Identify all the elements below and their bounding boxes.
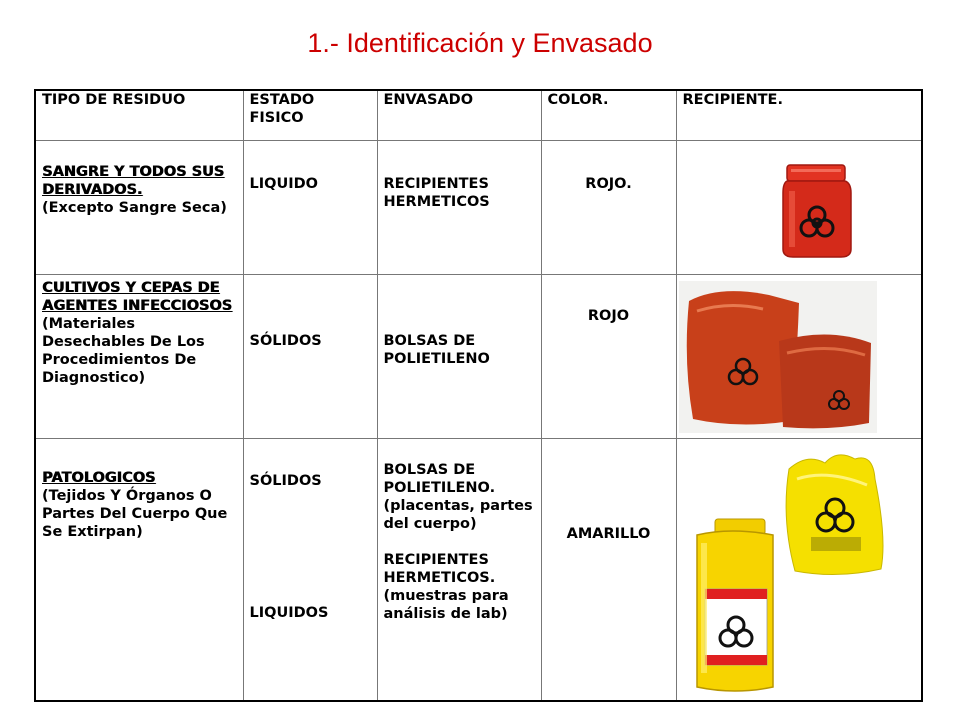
- color-cell: ROJO.: [541, 140, 676, 274]
- table-row: [35, 438, 922, 701]
- envasado-recipientes: RECIPIENTES HERMETICOS. (muestras para análisis de lab): [383, 551, 509, 622]
- red-biohazard-bags-icon: [679, 281, 877, 433]
- tipo-detail: (Tejidos Y Órganos O Partes Del Cuerpo Que Se Extirpan): [42, 487, 228, 540]
- tipo-cell: [35, 438, 243, 701]
- tipo-cell: [35, 274, 243, 438]
- recipiente-cell: [676, 274, 922, 438]
- recipiente-cell: [676, 438, 922, 701]
- tipo-main: PATOLOGICOS: [42, 469, 156, 486]
- estado-cell: SÓLIDOS: [243, 274, 377, 438]
- tipo-main: SANGRE Y TODOS SUS DERIVADOS.: [42, 163, 225, 198]
- envasado-bolsas: BOLSAS DE POLIETILENO. (placentas, partes del cuerpo): [383, 461, 533, 532]
- red-biohazard-jar-icon: [781, 161, 853, 261]
- tipo-cell: [35, 140, 243, 274]
- header-color: COLOR.: [541, 90, 676, 140]
- tipo-main: CULTIVOS Y CEPAS DE AGENTES INFECCIOSOS: [42, 279, 233, 314]
- recipiente-cell: [676, 140, 922, 274]
- header-estado: ESTADO FISICO: [243, 90, 377, 140]
- envasado-cell: [377, 438, 541, 701]
- envasado-cell: BOLSAS DE POLIETILENO: [377, 274, 541, 438]
- estado-cell: LIQUIDO: [243, 140, 377, 274]
- tipo-detail: (Excepto Sangre Seca): [42, 199, 227, 216]
- color-cell: ROJO: [541, 274, 676, 438]
- waste-table: [34, 89, 923, 702]
- table-row: [35, 140, 922, 274]
- header-envasado: ENVASADO: [377, 90, 541, 140]
- color-cell: AMARILLO: [541, 438, 676, 701]
- estado-solidos: SÓLIDOS: [249, 472, 322, 489]
- header-recipiente: RECIPIENTE.: [676, 90, 922, 140]
- table-header-row: [35, 90, 922, 140]
- header-tipo: TIPO DE RESIDUO: [35, 90, 243, 140]
- estado-cell: [243, 438, 377, 701]
- page-title: 1.- Identificación y Envasado: [307, 28, 653, 58]
- yellow-biohazard-container-and-bag-icon: [677, 439, 921, 700]
- estado-liquidos: LIQUIDOS: [249, 604, 329, 621]
- envasado-cell: RECIPIENTES HERMETICOS: [377, 140, 541, 274]
- tipo-detail: (Materiales Desechables De Los Procedimientos De Diagnostico): [42, 315, 205, 386]
- table-row: [35, 274, 922, 438]
